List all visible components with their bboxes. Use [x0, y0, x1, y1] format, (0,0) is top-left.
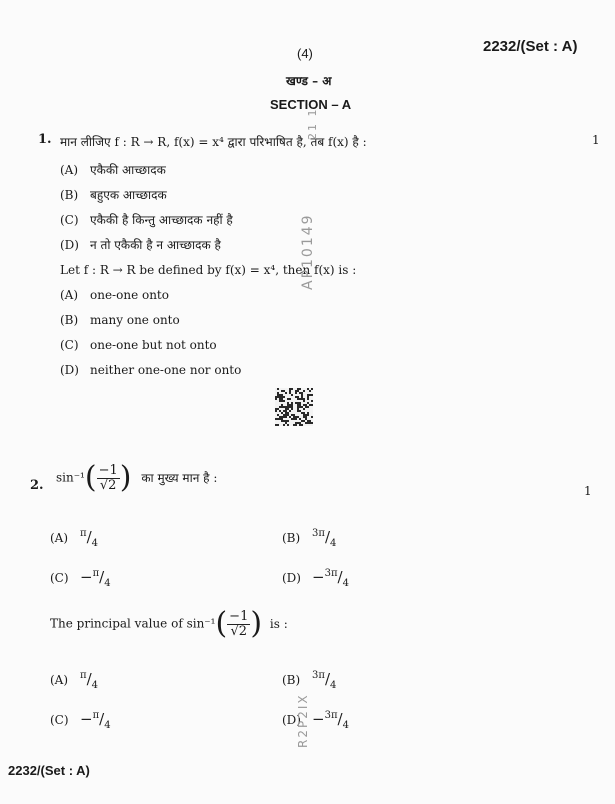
- q1-option-english-d: (D) neither one-one nor onto: [60, 363, 242, 377]
- q1-text-hindi: मान लीजिए f : R → R, f(x) = x⁴ द्वारा परिभाषित है, तब f(x) है :: [60, 135, 367, 149]
- q1-option-english-a: (A) one-one onto: [60, 288, 169, 302]
- q1-option-hindi-d: (D) न तो एकैकी है न आच्छादक है: [60, 238, 221, 252]
- q1-option-hindi-c: (C) एकैकी है किन्तु आच्छादक नहीं है: [60, 213, 233, 227]
- q2-option-en-a: (A) $^\pi/_4$: [50, 670, 99, 691]
- q2-marks: 1: [584, 484, 592, 498]
- page-number: (4): [297, 46, 313, 61]
- section-title-english: SECTION – A: [270, 97, 352, 112]
- q1-marks: 1: [592, 133, 600, 147]
- q1-text-english: Let f : R → R be defined by f(x) = x⁴, then f(x) is :: [60, 263, 357, 277]
- q2-number: 2.: [30, 478, 44, 493]
- set-code-header: 2232/(Set : A): [483, 38, 578, 55]
- q2-option-en-b: (B) $^{3\pi}/_4$: [282, 670, 337, 691]
- watermark-code: AP10149: [300, 213, 316, 290]
- q2-option-hi-d: $(D) -^{3\pi}/_4$: [282, 568, 349, 589]
- q2-option-hi-b: (B) $^{3\pi}/_4$: [282, 528, 337, 549]
- watermark-code-2: R2P2IX: [296, 693, 310, 748]
- qr-code: [275, 388, 313, 426]
- q2-frac-num: −1: [98, 462, 118, 478]
- q1-option-english-c: (C) one-one but not onto: [60, 338, 217, 352]
- q2-option-en-c: $(C) -^\pi/_4$: [50, 710, 111, 731]
- section-title-hindi: खण्ड – अ: [286, 74, 332, 88]
- q2-option-en-d: $(D) -^{3\pi}/_4$: [282, 710, 349, 731]
- q1-option-hindi-b: (B) बहुएक आच्छादक: [60, 188, 167, 202]
- q1-number: 1.: [38, 132, 52, 147]
- q2-text-english: The principal value of sin⁻¹( $\frac{-1}{√2}$ ) is :: [50, 606, 288, 641]
- q2-frac-den: √2: [99, 477, 117, 493]
- q2-sin-inverse: sin⁻¹: [56, 470, 85, 485]
- q1-option-english-b: (B) many one onto: [60, 313, 180, 327]
- q2-text-hindi: का मुख्य मान है :: [141, 470, 218, 485]
- watermark-small: 21 1: [306, 107, 319, 140]
- set-code-footer: 2232/(Set : A): [8, 763, 90, 778]
- q2-expression: sin⁻¹( $\frac{-1}{√2}$ ) का मुख्य मान है :: [56, 460, 218, 495]
- q1-option-hindi-a: (A) एकैकी आच्छादक: [60, 163, 166, 177]
- q2-option-hi-c: $(C) -^\pi/_4$: [50, 568, 111, 589]
- q2-option-hi-a: (A) $^\pi/_4$: [50, 528, 99, 549]
